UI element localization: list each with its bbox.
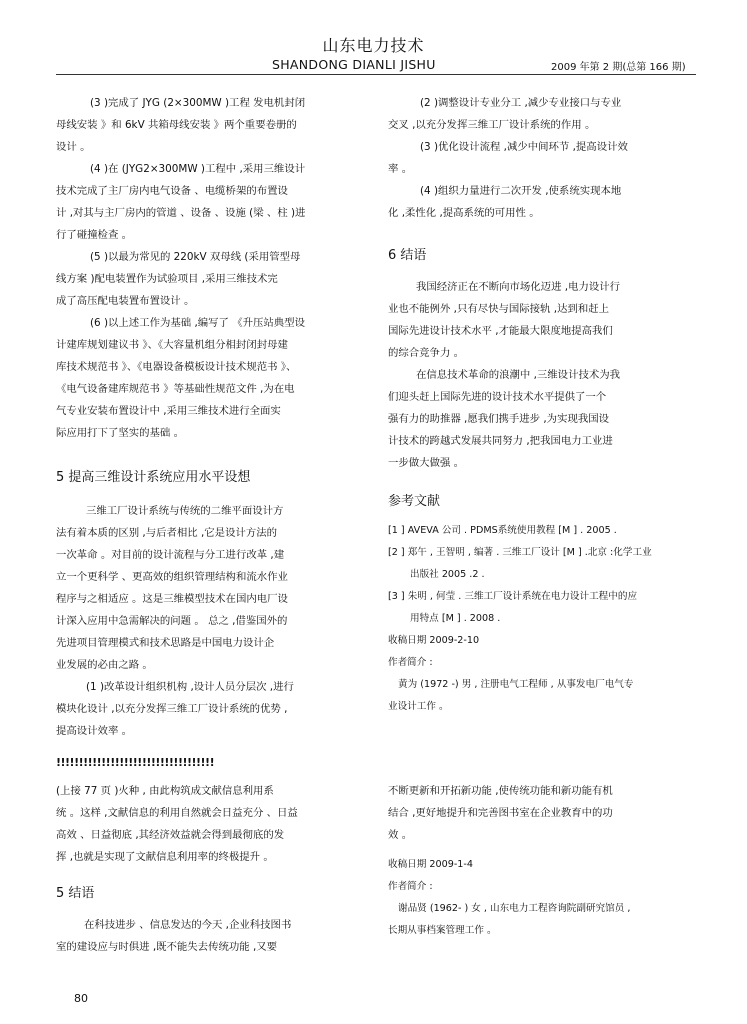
paragraph-line: 的综合竞争力 。 [388, 347, 465, 359]
paragraph-line: (3 )完成了 JYG (2×300MW )工程 发电机封闭 [90, 97, 306, 109]
author-bio: 谢品贤 (1962- ) 女 , 山东电力工程咨询院副研究馆员 , [398, 903, 631, 914]
journal-title-pinyin: SHANDONG DIANLI JISHU [272, 57, 436, 72]
paragraph-line: (4 )在 (JYG2×300MW )工程中 ,采用三维设计 [90, 163, 306, 175]
header-rule [56, 74, 696, 75]
paragraph-line: 强有力的助推器 ,愿我们携手进步 ,为实现我国设 [388, 413, 610, 425]
right-column-top [388, 92, 698, 224]
journal-title-cn: 山东电力技术 [322, 36, 425, 55]
paragraph-line: 我国经济正在不断向市场化迈进 ,电力设计行 [416, 281, 621, 293]
paragraph-line: 高效 、日益彻底 ,其经济效益就会得到最彻底的发 [56, 829, 285, 841]
paragraph-line: 际应用打下了坚实的基础 。 [56, 427, 184, 439]
paragraph-line: 在信息技术革命的浪潮中 ,三维设计技术为我 [416, 369, 621, 381]
paragraph-line: (2 )调整设计专业分工 ,减少专业接口与专业 [420, 97, 622, 109]
reference-item: [1 ] AVEVA 公司 . PDMS系统使用教程 [M ] . 2005 . [388, 525, 617, 536]
paragraph-line: 一次革命 。对目前的设计流程与分工进行改革 ,建 [56, 549, 285, 561]
paragraph-line: 们迎头赶上国际先进的设计技术水平提供了一个 [388, 391, 607, 403]
received-date: 收稿日期 2009-2-10 [388, 635, 480, 646]
section-5-heading: 5 提高三维设计系统应用水平设想 [56, 470, 251, 485]
section-6-heading: 6 结语 [388, 248, 427, 263]
references-heading: 参考文献 [388, 494, 441, 509]
paragraph-line: 程序与之相适应 。这是三维模型技术在国内电厂设 [56, 593, 288, 605]
paragraph-line: 挥 ,也就是实现了文献信息利用率的终极提升 。 [56, 851, 274, 863]
author-label: 作者简介 : [388, 881, 433, 892]
paragraph-line: 化 ,柔性化 ,提高系统的可用性 。 [388, 207, 540, 219]
paragraph-line: 成了高压配电装置布置设计 。 [56, 295, 195, 307]
paragraph-line: 业发展的必由之路 。 [56, 659, 153, 671]
paragraph-line: 室的建设应与时俱进 ,既不能失去传统功能 ,又要 [56, 941, 278, 953]
paragraph-line: (5 )以最为常见的 220kV 双母线 (采用管型母 [90, 251, 301, 263]
paragraph-line: (上接 77 页 )火种 , 由此构筑成文献信息利用系 [56, 785, 274, 797]
section-5-heading-block [56, 466, 250, 485]
paragraph-line: 《电气设备建库规范书 》等基础性规范文件 ,为在电 [56, 383, 295, 395]
left-column-top [56, 92, 376, 444]
bottom-section-5-heading: 5 结语 [56, 886, 95, 901]
paragraph-line: 模块化设计 ,以充分发挥三维工厂设计系统的优势 , [56, 703, 288, 715]
paragraph-line: 先进项目管理模式和技术思路是中国电力设计企 [56, 637, 275, 649]
article-meta-top [388, 630, 698, 718]
paragraph-line: 三维工厂设计系统与传统的二维平面设计方 [86, 505, 284, 517]
paragraph-line: (1 )改革设计组织机构 ,设计人员分层次 ,进行 [86, 681, 294, 693]
bottom-section-5-heading-block [56, 882, 94, 901]
right-column-bottom [388, 780, 698, 846]
author-label: 作者简介 : [388, 657, 433, 668]
paragraph-line: 库技术规范书 》、《电器设备模板设计技术规范书 》、 [56, 361, 297, 373]
paragraph-line: 业也不能例外 ,只有尽快与国际接轨 ,达到和赶上 [388, 303, 610, 315]
reference-item-continued: 用特点 [M ] . 2008 . [410, 613, 501, 624]
paragraph-line: 法有着本质的区别 ,与后者相比 ,它是设计方法的 [56, 527, 278, 539]
section-6-heading-block [388, 244, 426, 263]
references-list [388, 520, 698, 630]
paragraph-line: 母线安装 》和 6kV 共箱母线安装 》两个重要卷册的 [56, 119, 297, 131]
reference-item-continued: 出版社 2005 .2 . [410, 569, 485, 580]
paragraph-line: 效 。 [388, 829, 413, 841]
paragraph-line: 设计 。 [56, 141, 91, 153]
references-heading-block [388, 490, 440, 509]
paragraph-line: 技术完成了主厂房内电气设备 、电缆桥架的布置设 [56, 185, 288, 197]
paragraph-line: (4 )组织力量进行二次开发 ,使系统实现本地 [420, 185, 622, 197]
paragraph-line: 提高设计效率 。 [56, 725, 133, 737]
received-date: 收稿日期 2009-1-4 [388, 859, 473, 870]
paragraph-line: 气专业安装布置设计中 ,采用三维技术进行全面实 [56, 405, 281, 417]
issue-info: 2009 年第 2 期(总第 166 期) [551, 62, 686, 73]
left-column-bottom [56, 780, 376, 868]
article-separator: !!!!!!!!!!!!!!!!!!!!!!!!!!!!!!!!!!! [56, 756, 215, 769]
article-meta-bottom [388, 854, 698, 942]
page-number: 80 [74, 992, 88, 1005]
section-6-body [388, 276, 698, 474]
paragraph-line: (3 )优化设计流程 ,减少中间环节 ,提高设计效 [420, 141, 628, 153]
reference-item: [2 ] 郑午 , 王智明 , 编著 . 三维工厂设计 [M ] .北京 :化学工业 [388, 547, 652, 558]
paragraph-line: 线方案 )配电装置作为试验项目 ,采用三维技术完 [56, 273, 278, 285]
bottom-section-5-body [56, 914, 376, 958]
paragraph-line: 计 ,对其与主厂房内的管道 、设备 、设施 (梁 、柱 )进 [56, 207, 306, 219]
section-5-body [56, 500, 376, 742]
reference-item: [3 ] 朱明 , 何莹 . 三维工厂设计系统在电力设计工程中的应 [388, 591, 638, 602]
author-bio: 长期从事档案管理工作 。 [388, 925, 497, 936]
paragraph-line: 计技术的跨越式发展共同努力 ,把我国电力工业进 [388, 435, 613, 447]
paragraph-line: 行了碰撞检查 。 [56, 229, 133, 241]
paragraph-line: 率 。 [388, 163, 413, 175]
paragraph-line: 交叉 ,以充分发挥三维工厂设计系统的作用 。 [388, 119, 596, 131]
paragraph-line: (6 )以上述工作为基础 ,编写了 《升压站典型设 [90, 317, 305, 329]
author-bio: 业设计工作 。 [388, 701, 449, 712]
paragraph-line: 结合 ,更好地提升和完善图书室在企业教育中的功 [388, 807, 613, 819]
paragraph-line: 在科技进步 、信息发达的今天 ,企业科技图书 [84, 919, 292, 931]
paragraph-line: 计建库规划建议书 》、《大容量机组分相封闭封母建 [56, 339, 288, 351]
paragraph-line: 国际先进设计技术水平 ,才能最大限度地提高我们 [388, 325, 613, 337]
paragraph-line: 统 。这样 ,文献信息的利用自然就会日益充分 、日益 [56, 807, 298, 819]
paragraph-line: 计深入应用中急需解决的问题 。 总之 ,借鉴国外的 [56, 615, 288, 627]
author-bio: 黄为 (1972 -) 男 , 注册电气工程师 , 从事发电厂电气专 [398, 679, 634, 690]
paragraph-line: 不断更新和开拓新功能 ,使传统功能和新功能有机 [388, 785, 613, 797]
paragraph-line: 一步做大做强 。 [388, 457, 465, 469]
paragraph-line: 立一个更科学 、更高效的组织管理结构和流水作业 [56, 571, 288, 583]
